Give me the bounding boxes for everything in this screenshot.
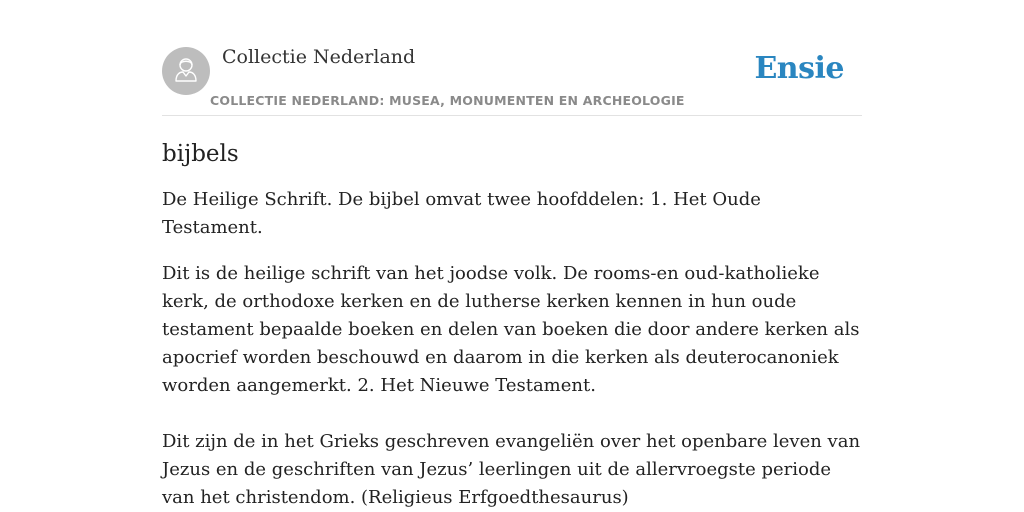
article-header — [162, 46, 862, 116]
author-name-link[interactable]: Collectie Nederland — [222, 46, 416, 68]
source-name-link[interactable]: COLLECTIE NEDERLAND: MUSEA, MONUMENTEN EN ARCHEOLOGIE — [210, 93, 685, 108]
page-title: bijbels — [162, 141, 239, 167]
article-paragraph: De Heilige Schrift. De bijbel omvat twee hoofddelen: 1. Het Oude Testament. — [162, 189, 761, 238]
ensie-logo[interactable]: Ensie — [754, 51, 844, 86]
author-avatar[interactable] — [162, 47, 210, 95]
article-paragraph: Dit zijn de in het Grieks geschreven evangeliën over het openbare leven van Jezus en de geschriften van Jezus’ leerlingen uit de allervroegste periode van het christendom. (Religieus Erfgoedthesaurus) — [162, 431, 861, 508]
article-body — [162, 138, 866, 512]
article-paragraph: Dit is de heilige schrift van het joodse volk. De rooms-en oud-katholieke kerk, de orthodoxe kerken en de lutherse kerken kennen in hun oude testament bepaalde boeken en delen van boeken die door andere kerken als apocrief worden beschouwd en daarom in die kerken als deuterocanoniek worden aangemerkt. 2. Het Nieuwe Testament. — [162, 263, 860, 396]
user-icon — [171, 54, 201, 89]
